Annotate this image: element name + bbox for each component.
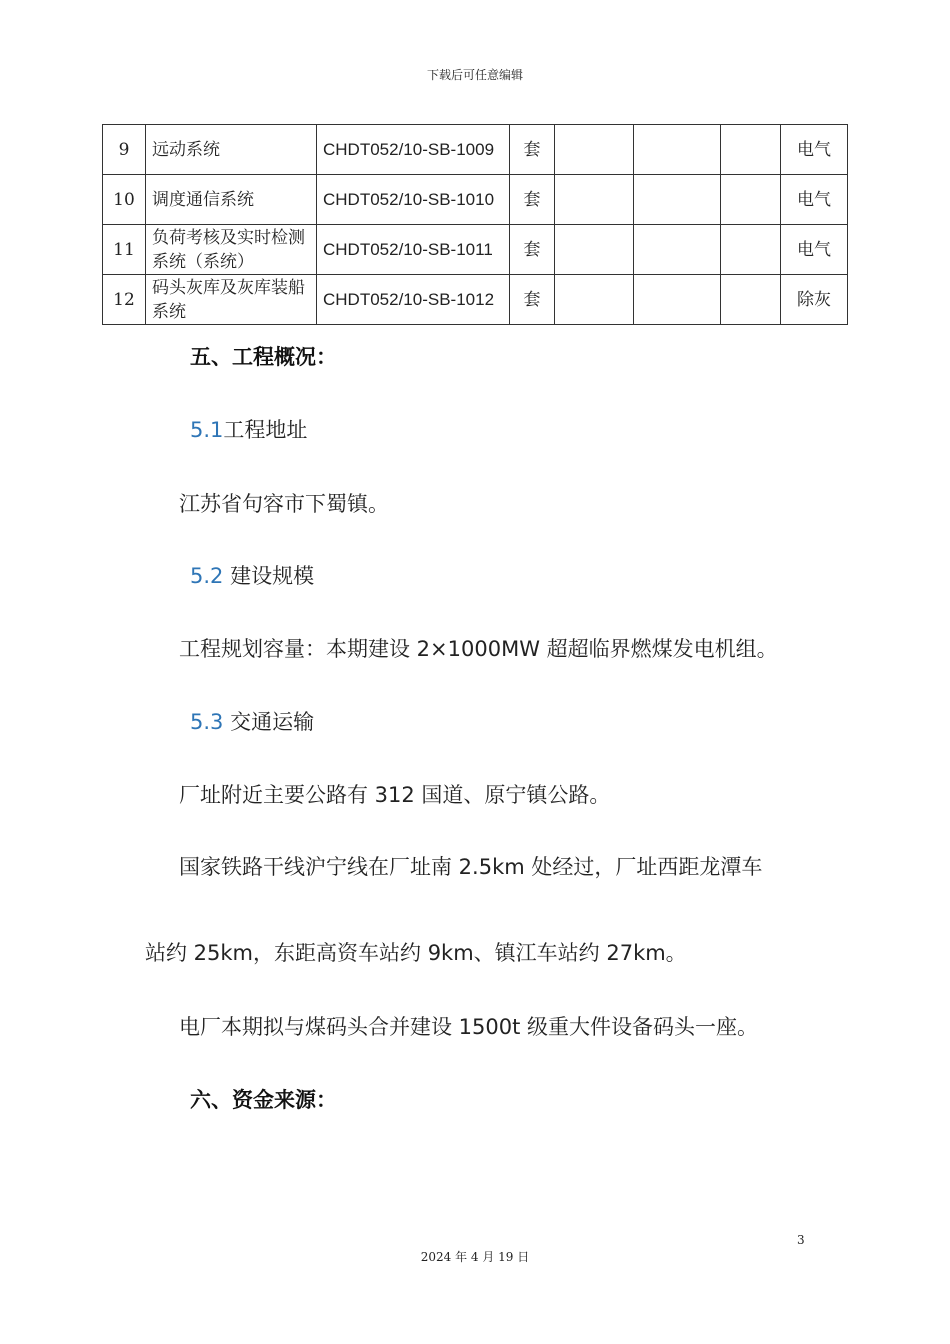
system-name: 负荷考核及实时检测系统（系统） [146,225,317,275]
wharf-paragraph: 电厂本期拟与煤码头合并建设 1500t 级重大件设备码头一座。 [179,1015,759,1039]
row-number: 11 [103,225,146,275]
page-number: 3 [797,1233,805,1247]
section-heading-5: 五、工程概况： [190,345,337,369]
table-row [103,125,848,175]
empty-cell [721,225,781,275]
row-number: 10 [103,175,146,225]
drawing-code: CHDT052/10-SB-1012 [317,275,510,325]
rail-paragraph-line-2: 站约 25km，东距高资车站约 9km、镇江车站约 27km。 [145,941,687,965]
rail-paragraph-line-1: 国家铁路干线沪宁线在厂址南 2.5km 处经过，厂址西距龙潭车 [179,855,763,879]
empty-cell [555,125,634,175]
table-row [103,275,848,325]
address-paragraph: 江苏省句容市下蜀镇。 [179,492,389,516]
empty-cell [721,275,781,325]
date-footer: 2024 年 4 月 19 日 [420,1250,530,1264]
system-name: 调度通信系统 [146,175,317,225]
equipment-table [102,124,848,325]
discipline-cell: 电气 [781,225,848,275]
row-number: 12 [103,275,146,325]
system-name: 码头灰库及灰库装船系统 [146,275,317,325]
empty-cell [634,125,721,175]
empty-cell [634,175,721,225]
empty-cell [555,175,634,225]
subsection-number: 5.2 [190,564,224,588]
unit-cell: 套 [510,225,555,275]
section-heading-6: 六、资金来源： [190,1088,337,1112]
subsection-number: 5.1 [190,418,224,442]
road-paragraph: 厂址附近主要公路有 312 国道、原宁镇公路。 [179,783,611,807]
unit-cell: 套 [510,275,555,325]
row-number: 9 [103,125,146,175]
subsection-title: 建设规模 [230,564,315,588]
system-name: 远动系统 [146,125,317,175]
empty-cell [555,275,634,325]
empty-cell [634,225,721,275]
subsection-heading-5-2 [190,560,314,590]
unit-cell: 套 [510,125,555,175]
scale-paragraph: 工程规划容量：本期建设 2×1000MW 超超临界燃煤发电机组。 [179,637,778,661]
table-row [103,175,848,225]
drawing-code: CHDT052/10-SB-1010 [317,175,510,225]
table-row [103,225,848,275]
drawing-code: CHDT052/10-SB-1011 [317,225,510,275]
empty-cell [634,275,721,325]
drawing-code: CHDT052/10-SB-1009 [317,125,510,175]
discipline-cell: 电气 [781,125,848,175]
subsection-title: 交通运输 [230,710,315,734]
empty-cell [555,225,634,275]
header-note: 下载后可任意编辑 [426,68,523,82]
subsection-heading-5-3 [190,706,314,736]
unit-cell: 套 [510,175,555,225]
subsection-title: 工程地址 [223,418,308,442]
empty-cell [721,175,781,225]
subsection-heading-5-1 [190,414,307,444]
empty-cell [721,125,781,175]
discipline-cell: 电气 [781,175,848,225]
discipline-cell: 除灰 [781,275,848,325]
subsection-number: 5.3 [190,710,224,734]
